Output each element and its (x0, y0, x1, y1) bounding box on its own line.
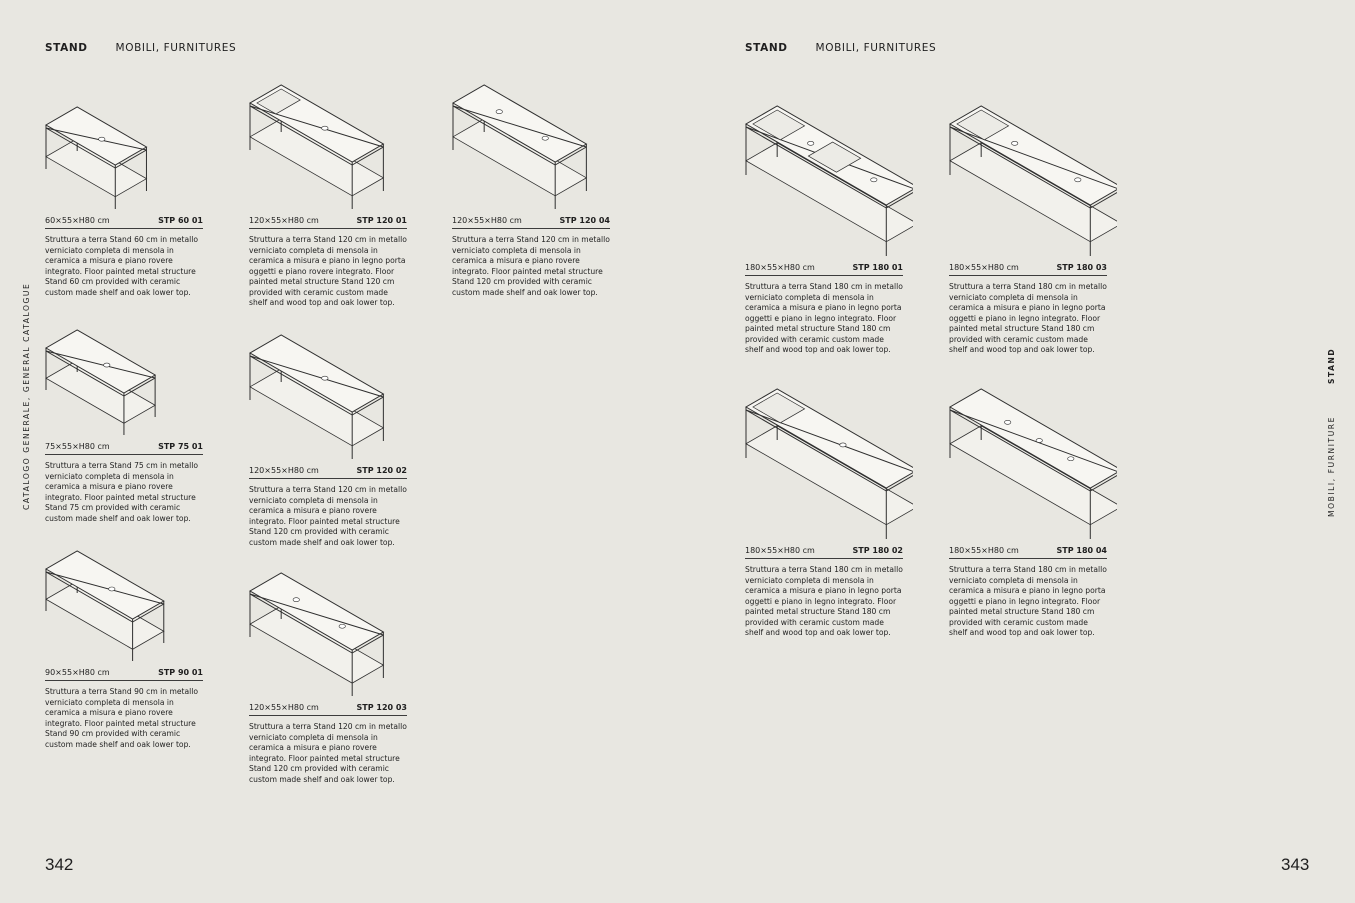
product-dimensions: 60×55×H80 cm (45, 216, 110, 225)
section-title: STAND (745, 42, 788, 54)
product-code: STP 180 02 (852, 546, 903, 555)
product-dimensions: 120×55×H80 cm (452, 216, 522, 225)
product-code: STP 60 01 (158, 216, 203, 225)
product-dimensions: 120×55×H80 cm (249, 703, 319, 712)
product-code: STP 75 01 (158, 442, 203, 451)
product-code: STP 120 02 (356, 466, 407, 475)
basin-drain (496, 110, 502, 114)
catalogue-side-label: CATALOGO GENERALE, GENERAL CATALOGUE (22, 282, 31, 510)
product-spec-row (249, 703, 407, 716)
product-description: Struttura a terra Stand 120 cm in metallo verniciato completa di mensola in ceramica a misura e piano rovere integrato. Floor painted metal structure Stand 120 cm provided with ceramic custom made shelf and oak lower top. (249, 485, 407, 547)
basin-drain (339, 624, 345, 628)
basin-drain (1068, 457, 1074, 461)
product-code: STP 180 04 (1056, 546, 1107, 555)
product-card (45, 327, 203, 524)
product-illustration (43, 104, 203, 216)
product-code: STP 180 03 (1056, 263, 1107, 272)
product-spec-row (45, 442, 203, 455)
product-illustration (947, 103, 1117, 263)
product-illustration (43, 548, 203, 668)
product-spec-row (745, 263, 903, 276)
product-description: Struttura a terra Stand 75 cm in metallo verniciato completa di mensola in ceramica a misura e piano rovere integrato. Floor painted metal structure Stand 75 cm provided with ceramic custom made shelf and oak lower top. (45, 461, 199, 523)
product-spec-row (949, 546, 1107, 559)
basin-drain (1036, 439, 1042, 443)
product-illustration (947, 386, 1117, 546)
basin-drain (542, 136, 548, 140)
basin-drain (99, 137, 105, 141)
category-title: MOBILI, FURNITURES (815, 42, 937, 54)
basin-drain (840, 443, 846, 447)
basin-drain (1004, 420, 1010, 424)
product-card (949, 103, 1107, 356)
product-card (45, 104, 203, 298)
basin-drain (293, 598, 299, 602)
section-title: STAND (45, 42, 88, 54)
product-spec-row (745, 546, 903, 559)
basin-drain (871, 178, 877, 182)
basin-drain (1075, 178, 1081, 182)
product-illustration (743, 386, 913, 546)
product-card (249, 332, 407, 548)
product-card (249, 82, 407, 309)
basin-drain (104, 363, 110, 367)
product-description: Struttura a terra Stand 120 cm in metallo verniciato completa di mensola in ceramica a misura e piano in legno porta oggetti e piano rovere integrato. Floor painted metal structure Stand 120 cm provided with ceramic custom made shelf and wood top and oak lower top. (249, 235, 407, 307)
product-description: Struttura a terra Stand 180 cm in metallo verniciato completa di mensola in ceramica a misura e piano in legno porta oggetti e piano in legno integrato. Floor painted metal structure Stand 180 cm provided with ceramic custom made shelf and wood top and oak lower top. (949, 282, 1107, 354)
page-number-left: 342 (45, 855, 74, 874)
product-description: Struttura a terra Stand 60 cm in metallo verniciato completa di mensola in ceramica a misura e piano rovere integrato. Floor painted metal structure Stand 60 cm provided with ceramic custom made shelf and oak lower top. (45, 235, 199, 297)
product-illustration (247, 570, 407, 703)
basin-drain (322, 376, 328, 380)
product-spec-row (45, 216, 203, 229)
basin-drain (322, 126, 328, 130)
product-description: Struttura a terra Stand 180 cm in metallo verniciato completa di mensola in ceramica a misura e piano in legno porta oggetti e piano in legno integrato. Floor painted metal structure Stand 180 cm provided with ceramic custom made shelf and wood top and oak lower top. (745, 565, 903, 637)
product-card (452, 82, 610, 298)
basin-drain (807, 141, 813, 145)
product-dimensions: 90×55×H80 cm (45, 668, 110, 677)
product-description: Struttura a terra Stand 90 cm in metallo verniciato completa di mensola in ceramica a misura e piano rovere integrato. Floor painted metal structure Stand 90 cm provided with ceramic custom made shelf and oak lower top. (45, 687, 199, 749)
product-description: Struttura a terra Stand 120 cm in metallo verniciato completa di mensola in ceramica a misura e piano rovere integrato. Floor painted metal structure Stand 120 cm provided with ceramic custom made shelf and oak lower top. (452, 235, 610, 297)
product-description: Struttura a terra Stand 180 cm in metallo verniciato completa di mensola in ceramica a misura e piano in legno porta oggetti e piano in legno integrato. Floor painted metal structure Stand 180 cm provided with ceramic custom made shelf and wood top and oak lower top. (949, 565, 1107, 637)
product-code: STP 90 01 (158, 668, 203, 677)
product-dimensions: 180×55×H80 cm (745, 546, 815, 555)
product-description: Struttura a terra Stand 120 cm in metallo verniciato completa di mensola in ceramica a misura e piano rovere integrato. Floor painted metal structure Stand 120 cm provided with ceramic custom made shelf and oak lower top. (249, 722, 407, 784)
right-page-header (745, 42, 936, 54)
product-illustration (247, 82, 407, 216)
product-spec-row (45, 668, 203, 681)
product-card (45, 548, 203, 750)
product-dimensions: 180×55×H80 cm (745, 263, 815, 272)
product-illustration (43, 327, 203, 442)
product-illustration (450, 82, 610, 216)
left-page-header (45, 42, 236, 54)
right-side-category: MOBILI, FURNITURE (1327, 416, 1336, 517)
product-dimensions: 75×55×H80 cm (45, 442, 110, 451)
product-spec-row (452, 216, 610, 229)
product-spec-row (249, 466, 407, 479)
product-card (745, 103, 903, 356)
product-code: STP 120 03 (356, 703, 407, 712)
product-card (745, 386, 903, 639)
page-number-right: 343 (1281, 855, 1310, 874)
basin-drain (109, 587, 115, 591)
product-spec-row (949, 263, 1107, 276)
product-illustration (743, 103, 913, 263)
product-dimensions: 120×55×H80 cm (249, 216, 319, 225)
product-spec-row (249, 216, 407, 229)
product-code: STP 180 01 (852, 263, 903, 272)
product-dimensions: 180×55×H80 cm (949, 263, 1019, 272)
basin-drain (1011, 141, 1017, 145)
product-dimensions: 180×55×H80 cm (949, 546, 1019, 555)
product-dimensions: 120×55×H80 cm (249, 466, 319, 475)
product-code: STP 120 01 (356, 216, 407, 225)
product-description: Struttura a terra Stand 180 cm in metallo verniciato completa di mensola in ceramica a misura e piano in legno porta oggetti e piano in legno integrato. Floor painted metal structure Stand 180 cm provided with ceramic custom made shelf and wood top and oak lower top. (745, 282, 903, 354)
product-card (949, 386, 1107, 639)
category-title: MOBILI, FURNITURES (115, 42, 237, 54)
product-code: STP 120 04 (559, 216, 610, 225)
right-side-section: STAND (1327, 347, 1336, 384)
product-illustration (247, 332, 407, 466)
product-card (249, 570, 407, 785)
